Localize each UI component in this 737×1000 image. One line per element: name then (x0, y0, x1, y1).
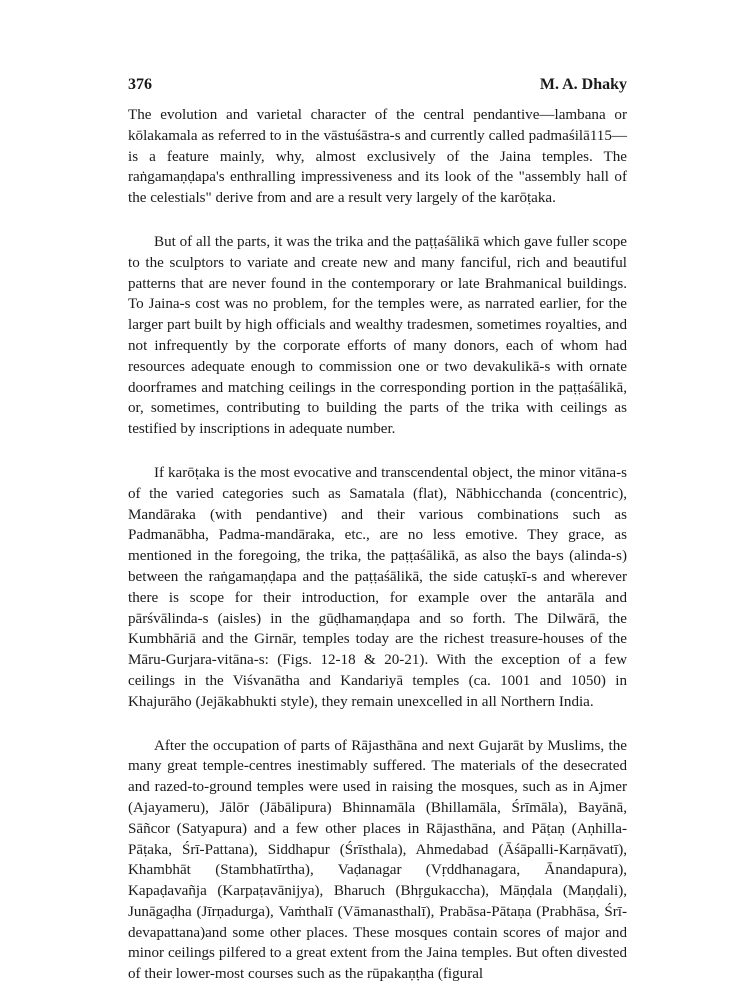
paragraph-vitana: If karōṭaka is the most evocative and transcendental object, the minor vitāna-s of the varied categories such as Samatala (flat), Nābhicchanda (concentric), Mandāraka (with pendantive) and their various combinations such as Padmanābha, Padma-mandāraka, etc., are no less emotive. They grace, as mentioned in the foregoing, the trika, the paṭṭaśālikā, as also the bays (alinda-s) between the raṅgamaṇḍapa and the paṭṭaśālikā, the side catuṣkī-s and wherever there is scope for their introduction, for example over the antarāla and pārśvālinda-s (aisles) in the gūḍhamaṇḍapa and so forth. The Dilwārā, the Kumbhāriā and the Girnār, temples today are the richest treasure-houses of the Māru-Gurjara-vitāna-s: (Figs. 12-18 & 20-21). With the exception of a few ceilings in the Viśvanātha and Kandariyā temples (ca. 1001 and 1050) in Khajurāho (Jejākabhukti style), they remain unexcelled in all Northern India. (128, 464, 627, 710)
page-number: 376 (128, 76, 152, 93)
paragraph-trika: But of all the parts, it was the trika and the paṭṭaśālikā which gave fuller scope to the sculptors to variate and create new and many fanciful, rich and beautiful patterns that are never found in the contemporary or late Brahmanical buildings. To Jaina-s cost was no problem, for the temples were, as narrated earlier, for the larger part built by high officials and wealthy tradesmen, sometimes royalties, and not infrequently by the corporate efforts of many donors, each of whom had resources adequate enough to commission one or two devakulikā-s with ornate doorframes and matching ceilings in the corresponding portion in the paṭṭaśālikā, or, sometimes, contributing to building the parts of the trika with ceilings as testified by inscriptions in adequate number. (128, 233, 627, 438)
running-header (128, 76, 627, 98)
running-head-author: M. A. Dhaky (539, 76, 627, 93)
paragraph-pendantive: The evolution and varietal character of the central pendantive—lambana or kōlakamala as referred to in the vāstuśāstra-s and currently called padmaśilā115—is a feature mainly, why, almost exclusively of the Jaina temples. The raṅgamaṇḍapa's enthralling impressiveness and its look of the "assembly hall of the celestials" derive from and are a result very largely of the karōṭaka. (128, 107, 627, 207)
body-text (128, 105, 627, 985)
paragraph-muslim-occupation: After the occupation of parts of Rājasthāna and next Gujarāt by Muslims, the many great temple-centres inestimably suffered. The materials of the desecrated and razed-to-ground temples were used in raising the mosques, such as in Ajmer (Ajayameru), Jālōr (Jābālipura) Bhinnamāla (Bhillamāla, Śrīmāla), Bayānā, Sāñcor (Satyapura) and a few other places in Rājasthāna, and Pāṭaṇ (Aṇhilla-Pāṭaka, Śrī-Pattana), Siddhapur (Śrīsthala), Ahmedabad (Āśāpalli-Karṇāvatī), Khambhāt (Stambhatīrtha), Vaḍanagar (Vṛddhanagara, Ānandapura), Kapaḍavañja (Karpaṭavānijya), Bharuch (Bhṛgukaccha), Māṇḍala (Maṇḍali), Junāgaḍha (Jīrṇadurga), Vaṁthalī (Vāmanasthalī), Prabāsa-Pātaṇa (Prabhāsa, Śrī-devapattana)and some other places. These mosques contain scores of major and minor ceilings pilfered to a great extent from the Jaina temples. But often divested of their lower-most courses such as the rūpakaṇṭha (figural (128, 737, 627, 983)
